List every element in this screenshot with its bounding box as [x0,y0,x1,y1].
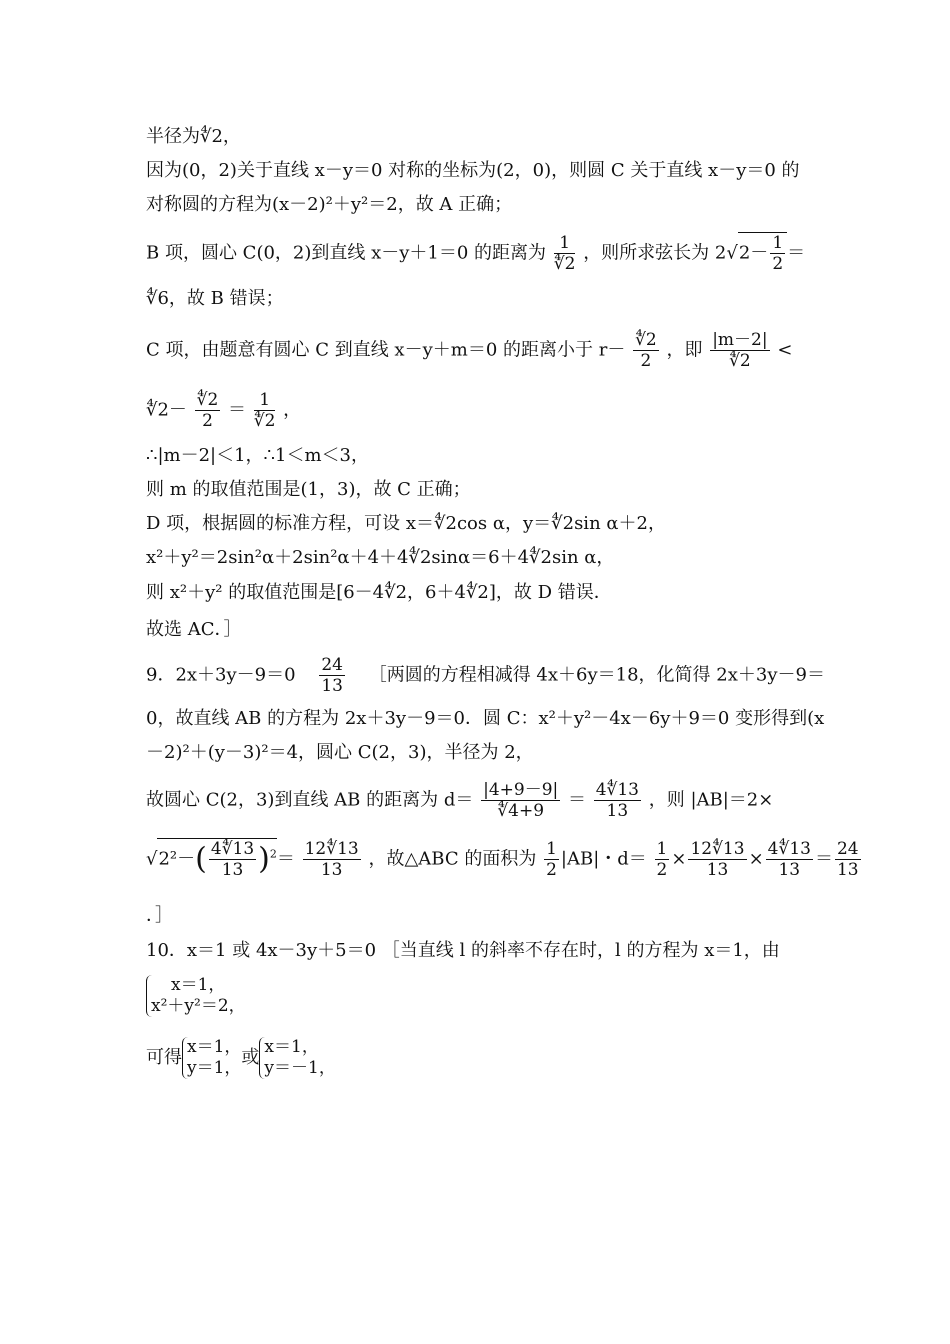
text-line [146,390,301,431]
text-segment: ＝ [276,848,295,870]
text-segment: ［两圆的方程相减得 4x＋6y＝18，化简得 2x＋3y－9＝ [368,664,825,686]
numerator: 1 [546,839,557,859]
denominator: 13 [836,860,859,880]
fraction [209,839,256,880]
text-line: 10．x＝1 或 4x－3y＋5＝0 ［当直线 l 的斜率不存在时，l 的方程为 x＝1，由 [146,940,780,961]
numerator: |4+9－9| [483,780,559,800]
text-line: 则 m 的取值范围是(1，3)，故 C 正确； [146,479,471,500]
radicand [738,232,787,274]
text-line [146,232,805,274]
text-line: x²＋y²＝2sin²α＋2sin²α＋4＋4∜2sinα＝6＋4∜2sin α， [146,547,615,568]
radical-sign: √ [146,848,158,870]
text-segment: 9．2x＋3y－9＝0 [146,664,296,686]
case-brace [146,975,246,1017]
text-segment: 2－ [738,242,769,264]
numerator: |m－2| [712,330,768,350]
case-brace [259,1037,335,1079]
text-line [146,655,825,696]
numerator: ∜2 [635,330,657,350]
text-line: ∜6，故 B 错误； [146,288,284,309]
text-line [146,330,792,371]
numerator: 4∜13 [595,780,639,800]
denominator: 2 [546,860,557,880]
text-segment: < [777,339,793,361]
numerator: 4∜13 [210,839,255,859]
text-segment: ＝ [787,242,806,264]
text-segment: 故圆心 C(2，3)到直线 AB 的距离为 d＝ [146,789,474,811]
text-segment: B 项，圆心 C(0，2)到直线 x－y＋1＝0 的距离为 [146,242,547,264]
denominator: 2 [656,860,668,880]
fraction [770,233,785,274]
radicand [157,838,276,880]
text-segment: ＝ [228,399,247,421]
fraction [544,839,559,880]
fraction [688,839,746,880]
text-segment: ，则 |AB|＝2× [648,789,774,811]
radical-sign: √ [726,242,738,264]
text-segment: ＝ [567,789,586,811]
numerator: 1 [254,390,276,411]
fraction [655,839,670,880]
text-line [146,1037,336,1079]
text-line: 因为(0，2)关于直线 x－y＝0 对称的坐标为(2，0)，则圆 C 关于直线 x－y＝0 的 [146,160,800,181]
fraction [710,330,769,371]
text-line: ∴|m－2|＜1，∴1＜m＜3， [146,445,369,466]
fraction [303,839,361,880]
text-line: 则 x²＋y² 的取值范围是[6－4∜2，6＋4∜2]，故 D 错误． [146,582,612,603]
text-line: 半径为∜2， [146,126,241,147]
text-segment: ，即 [666,339,703,361]
case-line: y＝－1， [264,1058,336,1078]
fraction [554,233,576,274]
text-line [146,838,863,880]
text-segment: × [748,848,764,870]
fraction [766,839,813,880]
denominator: ∜2 [553,254,576,274]
numerator: 12∜13 [690,839,745,859]
denominator: 2 [640,351,652,371]
text-line [146,780,773,821]
denominator: 2 [202,411,213,431]
fraction [195,390,221,431]
numerator: 1 [772,233,784,253]
text-segment: ，则所求弦长为 2 [583,242,727,264]
paren-right: ) [258,841,270,877]
fraction [481,780,560,821]
case-line: x＝1， [187,1037,242,1057]
text-line: 对称圆的方程为(x－2)²＋y²＝2，故 A 正确； [146,194,513,215]
case-line: x²＋y²＝2， [151,996,246,1016]
denominator: 13 [606,801,629,821]
denominator: 13 [221,860,244,880]
text-segment: 或 [241,1047,260,1068]
text-line: ．］ [146,905,173,926]
fraction [633,330,659,371]
case-line: y＝1， [187,1058,242,1078]
case-line: x＝1， [264,1037,319,1057]
fraction [835,839,861,880]
numerator: 24 [836,839,859,859]
text-segment: 可得 [146,1047,182,1068]
numerator: 1 [656,839,668,859]
fraction [319,655,345,696]
denominator: 13 [320,860,343,880]
denominator: 2 [772,254,784,274]
exponent: 2 [269,847,277,861]
denominator: ∜2 [729,351,751,371]
text-line [146,975,246,1017]
text-segment: ，故△ABC 的面积为 [368,848,537,870]
fraction [594,780,641,821]
paren-left: ( [195,841,207,877]
text-line: －2)²＋(y－3)²＝4，圆心 C(2，3)，半径为 2， [146,742,534,763]
numerator: 4∜13 [767,839,811,859]
numerator: 12∜13 [304,839,359,859]
text-segment: × [671,848,687,870]
denominator: ∜2 [253,411,276,431]
numerator: 24 [321,655,343,675]
text-segment: ， [283,399,302,421]
denominator: 13 [321,676,343,696]
text-segment: ＝ [814,848,833,870]
numerator: ∜2 [196,390,219,410]
case-brace [182,1037,241,1079]
denominator: ∜4+9 [497,801,545,821]
text-segment: ∜2－ [146,399,187,421]
text-segment: C 项，由题意有圆心 C 到直线 x－y＋m＝0 的距离小于 r－ [146,339,626,361]
denominator: 13 [706,860,729,880]
text-line: 0，故直线 AB 的方程为 2x＋3y－9＝0．圆 C：x²＋y²－4x－6y＋9＝0 变形得到(x [146,708,825,729]
numerator: 1 [554,233,576,254]
fraction [254,390,276,431]
text-line: 故选 AC．］ [146,619,242,640]
denominator: 13 [778,860,801,880]
text-segment: 2²－ [158,848,196,870]
text-segment: |AB|・d＝ [560,848,647,870]
text-line: D 项，根据圆的标准方程，可设 x＝∜2cos α，y＝∜2sin α＋2， [146,513,666,534]
case-line: x＝1， [171,975,226,995]
